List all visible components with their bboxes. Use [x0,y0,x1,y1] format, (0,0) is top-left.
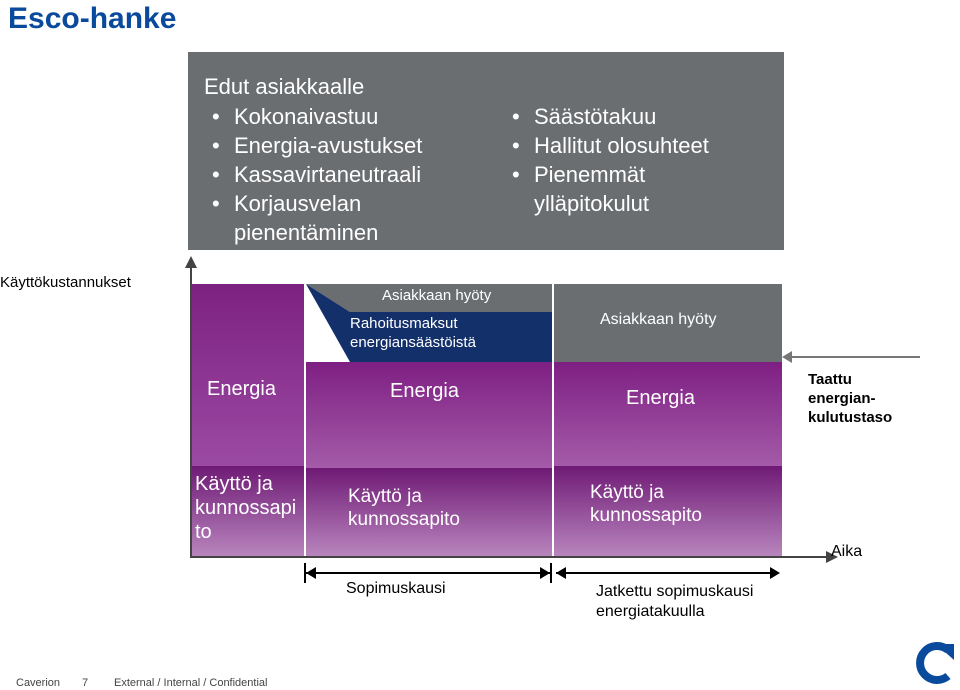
benefit-item: • Säästötakuu [504,102,764,131]
y-axis-label: Käyttökustannukset [0,274,131,291]
benefits-right-list [504,102,764,218]
benefits-heading: Edut asiakkaalle [204,74,365,99]
benefit-item: • Hallitut olosuhteet [504,131,764,160]
footer-classification: External / Internal / Confidential [114,677,268,689]
col3-energy-label: Energia [626,387,695,409]
col3-maintenance-label: Käyttö ja kunnossapito [590,482,702,526]
benefit-item: • Pienemmät ylläpitokulut [504,160,764,218]
col2-maintenance-label: Käyttö ja kunnossapito [348,486,460,530]
footer-company: Caverion [16,677,61,689]
contract-period-label: Sopimuskausi [346,580,446,597]
col2-financing-label: Rahoitusmaksut energiansäästöistä [350,315,476,351]
arrow-left-icon [306,567,316,579]
col3-benefit-label: Asiakkaan hyöty [600,311,717,328]
col1-maintenance-label: Käyttö ja kunnossapi to [195,473,297,543]
arrow-right-icon [770,567,780,579]
col1-energy-block [192,284,304,466]
col1-energy-label: Energia [207,378,276,400]
guaranteed-level-label: Taattu energian-kulutustaso [808,371,893,426]
benefit-item: • Korjausvelan pienentäminen [204,189,494,247]
arrow-left-icon [556,567,566,579]
extended-period-line [556,572,770,574]
benefit-item: • Kokonaivastuu [204,102,494,131]
contract-period-line [306,572,550,574]
guaranteed-level-line [790,356,920,358]
col2-benefit-label: Asiakkaan hyöty [382,287,492,304]
benefits-left-list [204,102,494,247]
benefits-box [188,52,784,250]
benefit-item: • Energia-avustukset [204,131,494,160]
benefit-item: • Kassavirtaneutraali [204,160,494,189]
caverion-logo-icon [912,640,956,686]
footer-page-number: 7 [82,677,89,689]
x-axis-label: Aika [831,543,863,560]
col2-energy-block [306,362,552,468]
col3-energy-block [554,362,782,466]
x-axis [190,556,826,558]
period-tick [550,563,552,583]
col2-energy-label: Energia [390,380,459,402]
extended-period-label: Jatkettu sopimuskausi energiatakuulla [596,583,754,620]
arrow-right-icon [540,567,550,579]
page-title: Esco-hanke [8,2,177,35]
